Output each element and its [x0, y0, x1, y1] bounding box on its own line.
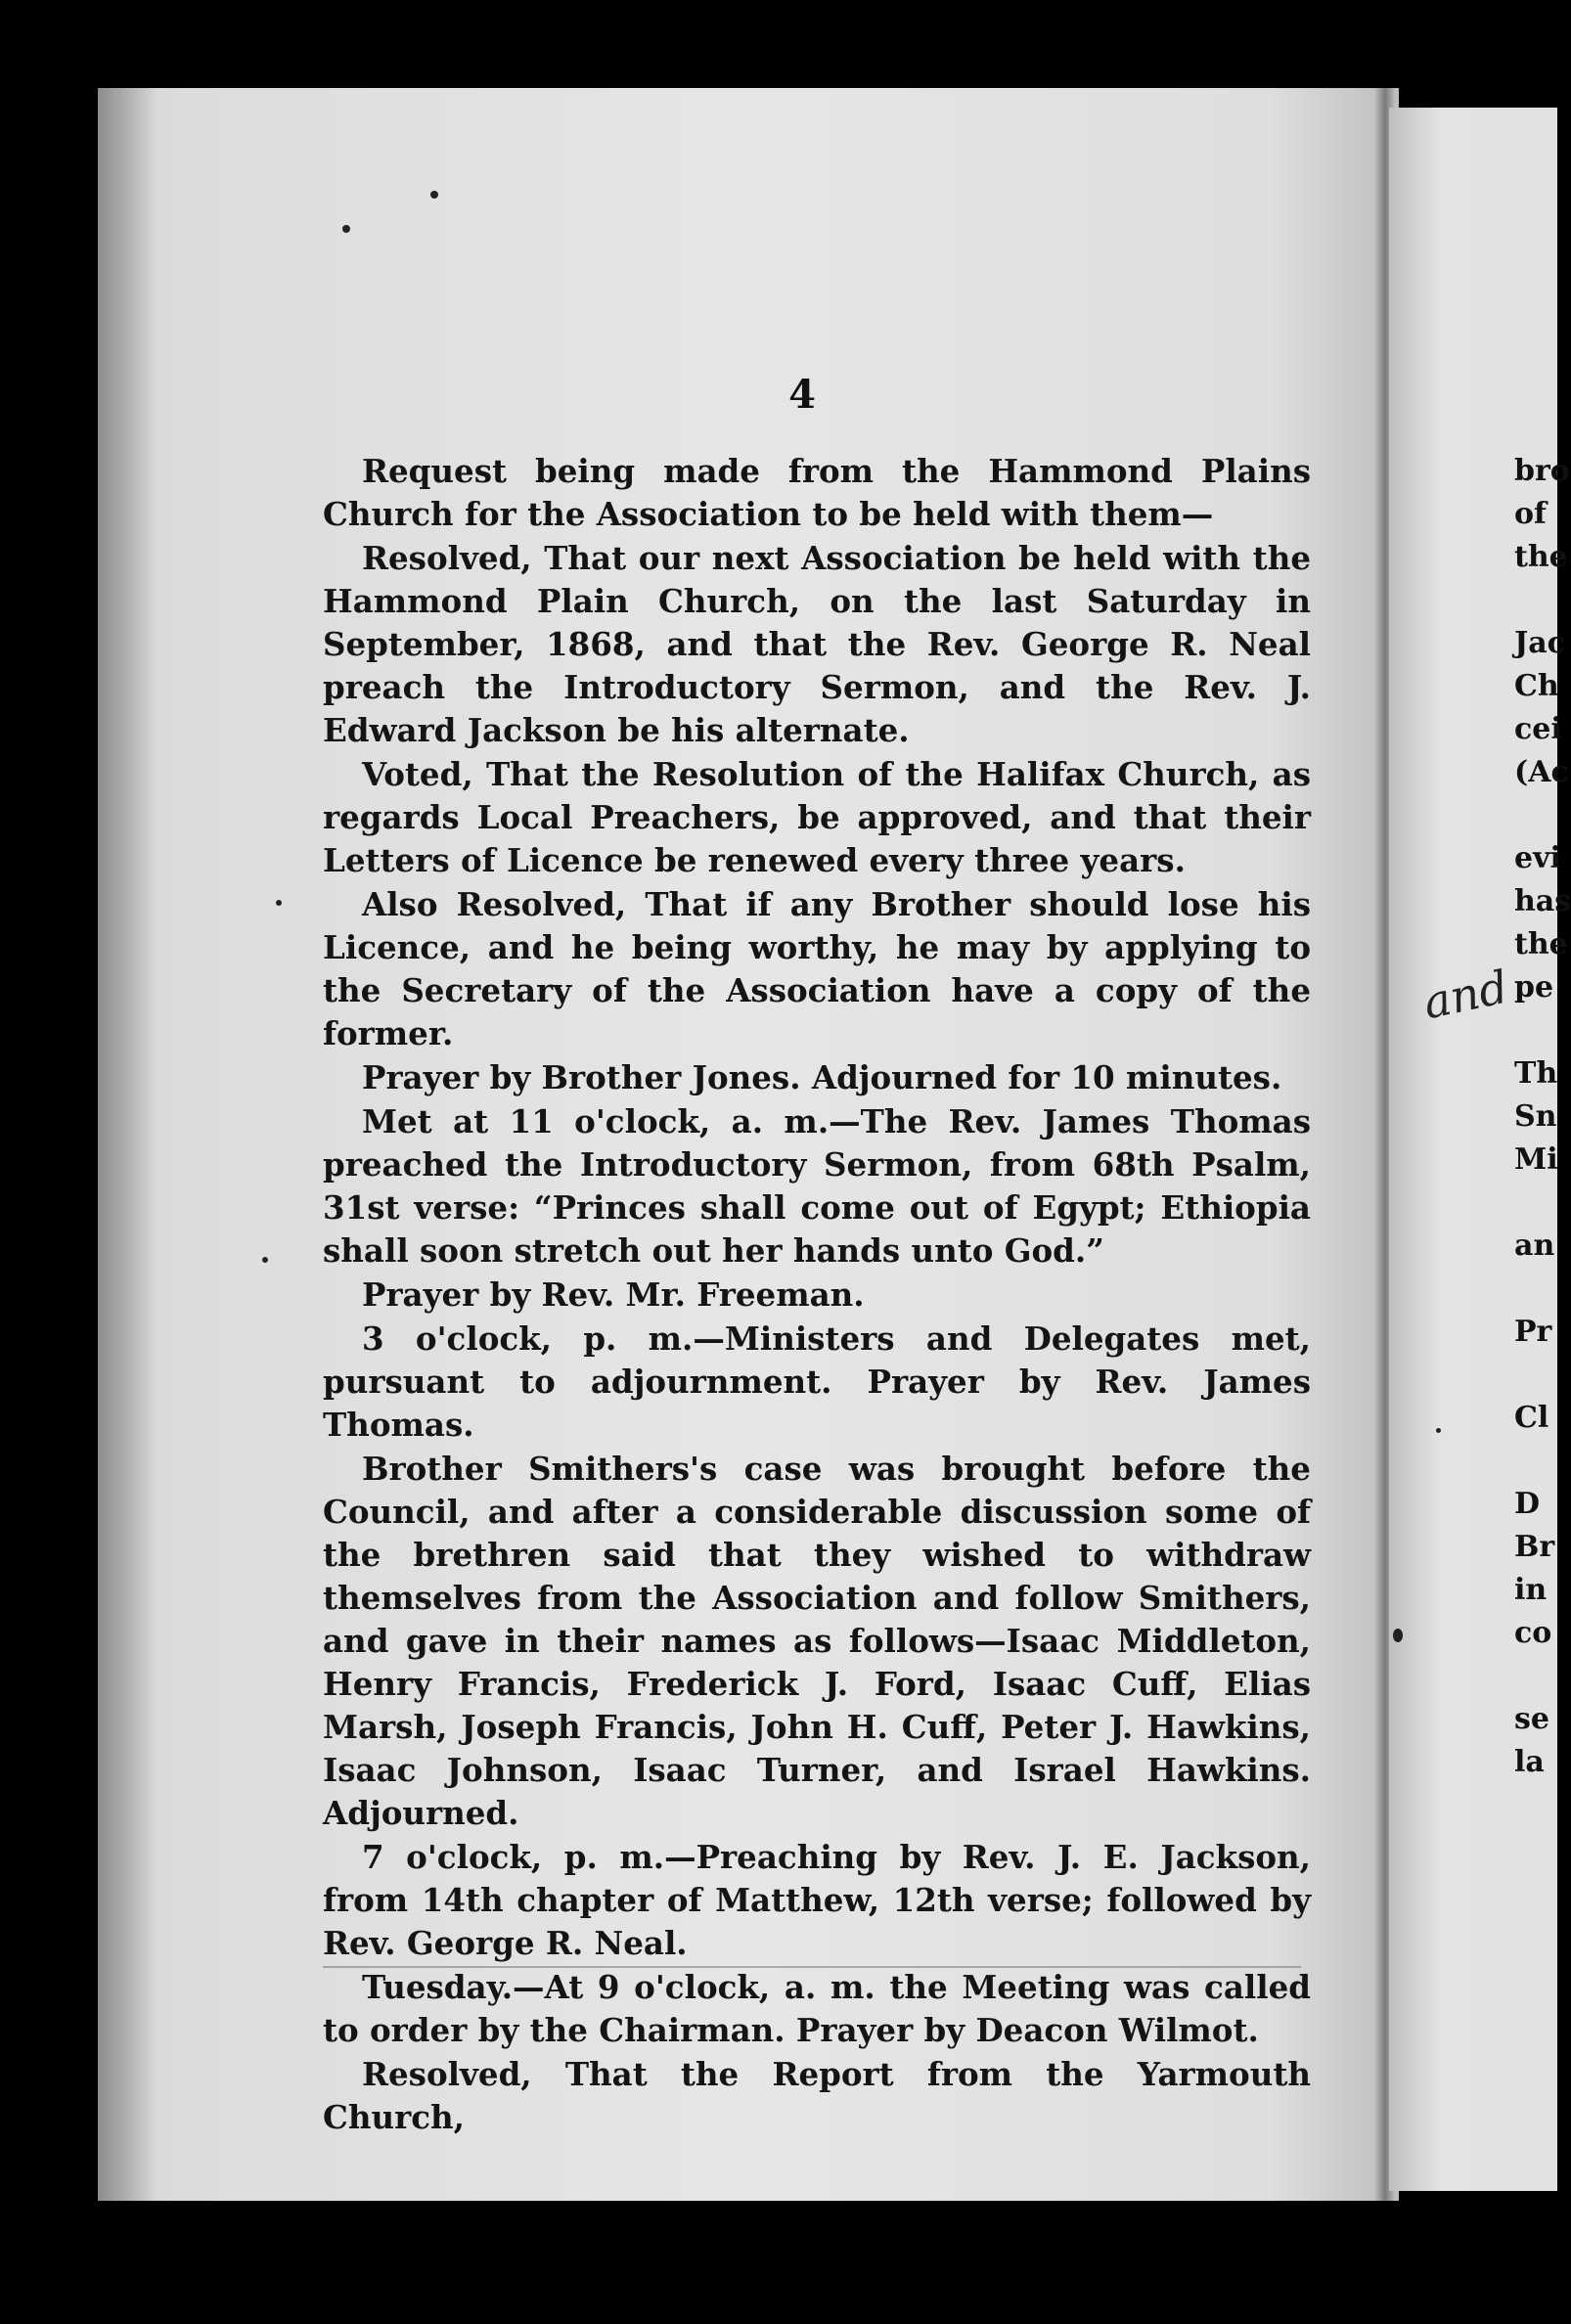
- right-page-fragment: Jac: [1514, 626, 1565, 660]
- ink-speck: [276, 900, 282, 906]
- ink-speck: [1393, 1629, 1403, 1642]
- paragraph-tuesday: Tuesday.—At 9 o'clock, a. m. the Meeting was called to order by the Chairman. Prayer by Deacon Wilmot.: [323, 1968, 1311, 2049]
- ink-speck: [342, 225, 350, 233]
- right-page-fragment: [1514, 1009, 1557, 1052]
- right-page-fragment: in: [1514, 1573, 1548, 1607]
- paragraph-smithers-case: Brother Smithers's case was brought before the Council, and after a considerable discussion some of the brethren said that they wished to withdraw themselves from the Association and follow Smithers, and gave in their names as follows—Isaac Middleton, Henry Francis, Frederick J. Ford, Isaac Cuff, Elias Marsh, Joseph Francis, John H. Cuff, Peter J. Hawkins, Isaac Johnson, Isaac Turner, and Israel Hawkins. Adjourned.: [323, 1450, 1311, 1832]
- right-page-fragment: se: [1514, 1702, 1549, 1736]
- page-edge-shadow: [98, 88, 157, 2201]
- ink-speck: [1436, 1428, 1441, 1433]
- right-page-fragment: la: [1514, 1745, 1545, 1779]
- right-page-fragment: [1514, 1354, 1557, 1397]
- right-page-text-fragments: [1514, 450, 1571, 1784]
- paragraph-three-oclock: 3 o'clock, p. m.—Ministers and Delegates met, pursuant to adjournment. Prayer by Rev. James Thomas.: [323, 1319, 1311, 1444]
- right-page-fragment: Th: [1514, 1056, 1558, 1091]
- right-page-fragment: Pr: [1514, 1315, 1552, 1349]
- right-page-fragment: [1514, 1268, 1557, 1311]
- right-page-fragment: [1514, 1440, 1557, 1483]
- right-page-fragment: [1514, 1182, 1557, 1225]
- right-page-fragment: D: [1514, 1487, 1541, 1521]
- right-page-fragment: [1514, 579, 1557, 622]
- right-page-fragment: evi: [1514, 841, 1561, 875]
- right-page-fragment: Sn: [1514, 1099, 1557, 1134]
- page-number: 4: [788, 372, 816, 418]
- right-page-fragment: (Ac: [1514, 755, 1569, 789]
- paragraph-seven-oclock: 7 o'clock, p. m.—Preaching by Rev. J. E. Jackson, from 14th chapter of Matthew, 12th verse; followed by Rev. George R. Neal.: [323, 1838, 1311, 1962]
- right-page-fragment: Ch: [1514, 669, 1559, 703]
- ink-speck: [262, 1257, 268, 1263]
- right-page-fragment: Br: [1514, 1530, 1555, 1564]
- paragraph-resolved-next-association: Resolved, That our next Association be held with the Hammond Plain Church, on the last Saturday in September, 1868, and that the Rev. George R. Neal preach the Introductory Sermon, and the Rev. J. Edward Jackson be his alternate.: [323, 539, 1311, 749]
- paragraph-request: Request being made from the Hammond Plains Church for the Association to be held with them—: [323, 452, 1311, 533]
- right-page-fragment: of: [1514, 497, 1547, 531]
- ink-speck: [430, 191, 438, 199]
- right-page-fragment: pe: [1514, 970, 1554, 1005]
- right-page-fragment: bro: [1514, 454, 1570, 488]
- paragraph-introductory-sermon: Met at 11 o'clock, a. m.—The Rev. James Thomas preached the Introductory Sermon, from 68th Psalm, 31st verse: “Princes shall come out of Egypt; Ethiopia shall soon stretch out her hands unto God.”: [323, 1102, 1311, 1270]
- page-bottom-shadow-line: [323, 1966, 1301, 1968]
- paragraph-voted-local-preachers: Voted, That the Resolution of the Halifax Church, as regards Local Preachers, be approved, and that their Letters of Licence be renewed every three years.: [323, 755, 1311, 879]
- right-page-fragment: the: [1514, 540, 1568, 574]
- right-page-fragment: Cl: [1514, 1401, 1549, 1435]
- right-page-fragment: [1514, 794, 1557, 837]
- document-body: [323, 450, 1311, 2140]
- right-page-fragment: the: [1514, 927, 1568, 961]
- right-page-fragment: Mi: [1514, 1142, 1558, 1177]
- right-page-fragment: cei: [1514, 712, 1562, 746]
- right-page-fragment: an: [1514, 1229, 1555, 1263]
- paragraph-resolved-yarmouth: Resolved, That the Report from the Yarmouth Church,: [323, 2055, 1311, 2136]
- paragraph-prayer-jones: Prayer by Brother Jones. Adjourned for 10 minutes.: [362, 1058, 1282, 1096]
- paragraph-prayer-freeman: Prayer by Rev. Mr. Freeman.: [362, 1275, 865, 1314]
- right-page-fragment: has: [1514, 884, 1571, 918]
- handwritten-margin-note: and: [1418, 960, 1513, 1030]
- right-page-fragment: [1514, 1655, 1557, 1698]
- paragraph-also-resolved-licence: Also Resolved, That if any Brother should lose his Licence, and he being worthy, he may by applying to the Secretary of the Association have a copy of the former.: [323, 885, 1311, 1052]
- right-page-fragment: co: [1514, 1616, 1552, 1650]
